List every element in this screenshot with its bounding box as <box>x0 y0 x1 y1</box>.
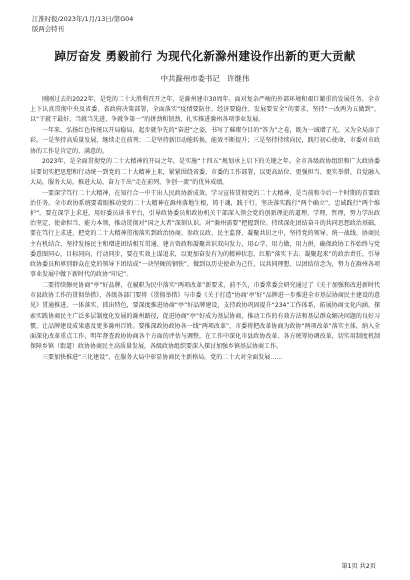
article-body <box>30 95 380 560</box>
paragraph: 一要深学笃行二十大精神，在知行合一中干出人民政协新成效。学习宣传贯彻党的二十大精神，是当前和今后一个时期的首要政治任务。全市政协系统要着眼推动党的二十大精神在滁州落地生根，铸于魂，践于行，坚决落实践行“两个确立”，忠诚践行“两个维护”。要在深学上求进，用好委员读书平台，引导政协委员和政协机关干部深入领会党的创新理论的道理、学理、哲理，努力学出政治坚定、使命担当、能力本领，推动贯彻对“国之大者”深刻认识。对“滁州需要”把握到位。持续深化团结奋斗的共同思想政治基础，要在笃行上求进，把党的二十大精神贯彻落实到政治协商、参政议政、民主监督、凝聚共识之中，坚持党的领导、统一战线、协商民主有机结合，坚持发扬民主和增进团结相互贯通、建言资政和凝聚共识双向发力，用心学、用力做，用力拼，确保政协工作始终与党委意图同心，目标同向、行动同步，要在实效上谋追求，以更加奋发有为的精神状态，红船“落实下去、凝聚起来”的政治责任，引导政协委员和界别群众在党的领导下团结成“一块坚硬的钢铁”，做到以历史使命为己任，以共同理想、以团结信念为，努力在滁州各项事业发展中做下新时代的政协“印记”。 <box>30 189 380 279</box>
paragraph: 一年来，弘扬红色传统以开局稳局，起步就争先的“奋进”之姿，书写了璀璨夺目的“答为”之卷，既为一域增了光，又为全局添了彩。一是坚持高质量发展，继续走在前列；二是坚持新旧动能转换，能效不断提升；三是坚持持续向民，践行初心使命，市委对市政协的工作是肯定的、满意的。 <box>30 127 380 155</box>
page-number: 第1页 共2页 <box>341 563 376 570</box>
paragraph: 刚刚过去的2022年，是党的二十大胜利召开之年，是滁州建市30周年。面对复杂严峻的外部环境和艰巨繁重的发展任务，全市上下认真贯彻中央及省委、省政府决策部署，全面落实“疫情要防住、经济要稳住、发展要安全”的要求，坚持“一改两为五做到”，以“干就干最好、当就当先进、争就争第一”的拼劲和韧劲，扎实推进滁州各项事业发展。 <box>30 96 380 124</box>
document-meta <box>32 14 133 34</box>
paragraph: 三要加快推进“三化建设”，在服务大局中彰显协商民主新格局。党的二十大对全面发展…… <box>42 354 283 362</box>
paragraph: 二要持续擦亮协商“亭”好品牌，在履职为民中落实“两项改革”新要求，前不久，市委常委会研究通过了《关于加强和改进新时代市县政协工作的贯彻举措》，各级各部门要将《贯彻举措》与市委《关于打造“协商‘亭’好”品牌进一步推进全市基层协商民主建设的意见》贯通推进，一体落实，抓出特色，要深度推进协商“亭”好品牌建设，支持政协巩固提升“234”工作体系，拓展协商文化内涵，探索实践协商民主广泛多层制度化发展的滁州路径，促进协商“亭”好成为基层协商，推动工作的有效方法和基层群众解决问题的良好习惯，让品牌建设成果惠及更多滁州百姓。要推深政协政协各一线“两项改革”，市委将把改革协商为政协“两项改革”落实主体，纳入全面深化改革重点工作，明年督查政协协商各个方面的评估与调整，在工作中深化市县政协改革、各方统筹协调改革，切实用制度机制保障乡镇（街道）政协协商民主高质量发展，各级政协组织要深入探讨加强乡镇基层协商工作。 <box>30 282 380 351</box>
paragraph: 2023年，是全面贯彻党的二十大精神的开局之年，是实施“十四五”规划承上启下的关键之年。全市各级政协组织和广大政协委员要切实把思想和行动统一到党的二十大精神上来，紧紧围绕省委、市委的工作部署，以更高站位、更强担当、更实举措，自觉融入大局，服务大局，推进大局，奋力干出“走在前列，争创一流”的优异成绩。 <box>30 158 380 186</box>
meta-line-2: 版两会特刊 <box>32 25 64 33</box>
article-author: 中共滁州市委书记 许继伟 <box>160 74 250 83</box>
article-title: 踔厉奋发 勇毅前行 为现代化新滁州建设作出新的更大贡献 <box>54 49 356 63</box>
meta-line-1: 江淮时报/2023年/1月/13日/第G04 <box>32 15 134 23</box>
